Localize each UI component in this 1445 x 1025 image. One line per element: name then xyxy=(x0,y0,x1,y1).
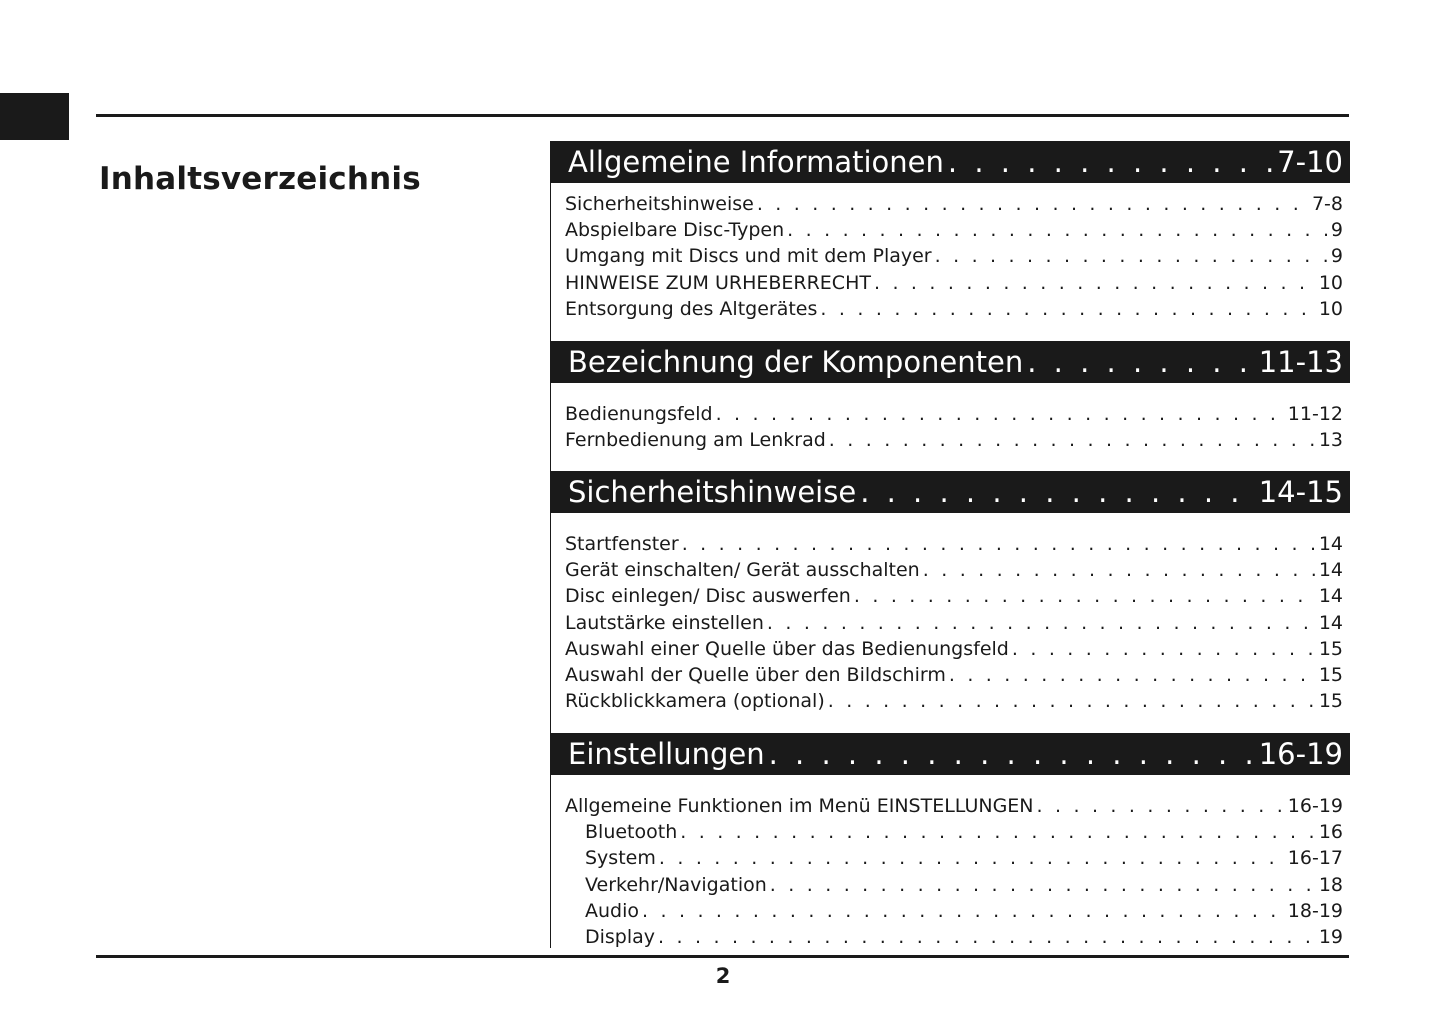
entry-pages: 7-8 xyxy=(1311,193,1343,215)
toc-entry[interactable] xyxy=(565,219,1343,245)
section-header[interactable] xyxy=(551,471,1350,513)
dot-leader xyxy=(764,612,1316,634)
dot-leader xyxy=(765,737,1257,771)
entry-label: Entsorgung des Altgerätes xyxy=(565,297,818,320)
dot-leader xyxy=(920,559,1316,581)
entry-label: Bedienungsfeld xyxy=(565,403,713,425)
entry-label: HINWEISE ZUM URHEBERRECHT xyxy=(565,271,871,294)
entry-pages: 10 xyxy=(1318,297,1343,320)
toc-subentry[interactable] xyxy=(565,847,1343,873)
dot-leader xyxy=(655,926,1316,948)
toc-entry[interactable] xyxy=(565,638,1343,664)
section-pages: 14-15 xyxy=(1258,475,1343,509)
dot-leader xyxy=(713,403,1285,425)
dot-leader xyxy=(851,585,1316,607)
entry-pages: 14 xyxy=(1318,585,1343,608)
dot-leader xyxy=(754,193,1309,215)
toc-entry[interactable] xyxy=(565,795,1343,821)
page-title: Inhaltsverzeichnis xyxy=(99,160,421,197)
toc-entry[interactable] xyxy=(565,403,1343,429)
entry-label: Startfenster xyxy=(565,533,679,555)
entry-label: Gerät einschalten/ Gerät ausschalten xyxy=(565,559,920,582)
entry-label: System xyxy=(585,847,656,870)
entry-pages: 14 xyxy=(1318,533,1343,555)
entry-label: Bluetooth xyxy=(585,821,678,844)
entry-label: Lautstärke einstellen xyxy=(565,611,764,634)
section-header[interactable] xyxy=(551,341,1350,383)
table-of-contents xyxy=(550,141,1349,948)
entry-pages: 11-12 xyxy=(1287,403,1343,425)
entry-label: Display xyxy=(585,925,656,948)
toc-entry[interactable] xyxy=(565,533,1343,559)
section-title: Einstellungen xyxy=(568,737,765,771)
bottom-rule xyxy=(96,955,1349,958)
entry-label: Disc einlegen/ Disc auswerfen xyxy=(565,585,851,608)
entry-pages: 9 xyxy=(1330,219,1343,242)
dot-leader xyxy=(1009,638,1316,660)
section-title: Allgemeine Informationen xyxy=(568,145,944,179)
dot-leader xyxy=(826,429,1316,451)
toc-subentry[interactable] xyxy=(565,874,1343,900)
toc-entry[interactable] xyxy=(565,193,1343,219)
toc-section-allgemeine-informationen xyxy=(551,141,1350,320)
entry-label: Allgemeine Funktionen im Menü EINSTELLUNGEN xyxy=(565,795,1034,817)
section-entries xyxy=(565,403,1343,455)
toc-subentry[interactable] xyxy=(565,821,1343,847)
entry-pages: 14 xyxy=(1318,559,1343,582)
dot-leader xyxy=(639,900,1285,922)
section-entries xyxy=(565,795,1343,952)
entry-label: Sicherheitshinweise xyxy=(565,193,754,215)
entry-pages: 9 xyxy=(1330,245,1343,268)
dot-leader xyxy=(677,821,1316,843)
section-title: Sicherheitshinweise xyxy=(568,475,857,509)
dot-leader xyxy=(856,475,1257,509)
entry-pages: 15 xyxy=(1318,637,1343,660)
dot-leader xyxy=(1034,795,1285,817)
entry-label: Verkehr/Navigation xyxy=(585,873,767,896)
entry-label: Rückblickkamera (optional) xyxy=(565,690,825,713)
toc-entry[interactable] xyxy=(565,664,1343,690)
entry-label: Abspielbare Disc-Typen xyxy=(565,219,785,242)
dot-leader xyxy=(679,533,1316,555)
entry-label: Auswahl der Quelle über den Bildschirm xyxy=(565,663,946,686)
entry-label: Auswahl einer Quelle über das Bedienungsfeld xyxy=(565,637,1009,660)
dot-leader xyxy=(946,664,1316,686)
dot-leader xyxy=(817,298,1315,320)
entry-pages: 10 xyxy=(1318,271,1343,294)
toc-section-einstellungen xyxy=(551,733,1350,948)
toc-entry[interactable] xyxy=(565,272,1343,298)
toc-section-sicherheitshinweise xyxy=(551,471,1350,713)
entry-pages: 16-17 xyxy=(1287,847,1343,870)
dot-leader xyxy=(825,690,1316,712)
dot-leader xyxy=(932,245,1328,267)
toc-entry[interactable] xyxy=(565,585,1343,611)
section-header[interactable] xyxy=(551,141,1350,183)
entry-pages: 18 xyxy=(1318,873,1343,896)
toc-subentry[interactable] xyxy=(565,900,1343,926)
toc-entry[interactable] xyxy=(565,559,1343,585)
entry-pages: 16 xyxy=(1318,821,1343,844)
dot-leader xyxy=(871,272,1316,294)
dot-leader xyxy=(767,874,1316,896)
top-rule xyxy=(96,114,1349,117)
chapter-tab-marker xyxy=(0,93,69,140)
dot-leader xyxy=(784,219,1328,241)
toc-entry[interactable] xyxy=(565,690,1343,716)
section-entries xyxy=(565,193,1343,324)
toc-entry[interactable] xyxy=(565,429,1343,455)
dot-leader xyxy=(944,145,1275,179)
dot-leader xyxy=(656,847,1285,869)
toc-entry[interactable] xyxy=(565,612,1343,638)
entry-pages: 19 xyxy=(1318,925,1343,948)
toc-subentry[interactable] xyxy=(565,926,1343,952)
toc-section-bezeichnung-der-komponenten xyxy=(551,341,1350,452)
entry-pages: 15 xyxy=(1318,663,1343,686)
entry-pages: 16-19 xyxy=(1287,795,1343,817)
toc-entry[interactable] xyxy=(565,245,1343,271)
page-number: 2 xyxy=(715,964,731,988)
toc-entry[interactable] xyxy=(565,298,1343,324)
entry-pages: 14 xyxy=(1318,611,1343,634)
dot-leader xyxy=(1023,345,1256,379)
section-header[interactable] xyxy=(551,733,1350,775)
section-entries xyxy=(565,533,1343,716)
entry-label: Fernbedienung am Lenkrad xyxy=(565,429,826,452)
section-pages: 7-10 xyxy=(1277,145,1343,179)
section-pages: 16-19 xyxy=(1258,737,1343,771)
entry-pages: 18-19 xyxy=(1287,899,1343,922)
entry-label: Audio xyxy=(585,899,640,922)
entry-pages: 15 xyxy=(1318,690,1343,713)
entry-label: Umgang mit Discs und mit dem Player xyxy=(565,245,932,268)
entry-pages: 13 xyxy=(1318,429,1343,452)
section-title: Bezeichnung der Komponenten xyxy=(568,345,1024,379)
section-pages: 11-13 xyxy=(1258,345,1343,379)
